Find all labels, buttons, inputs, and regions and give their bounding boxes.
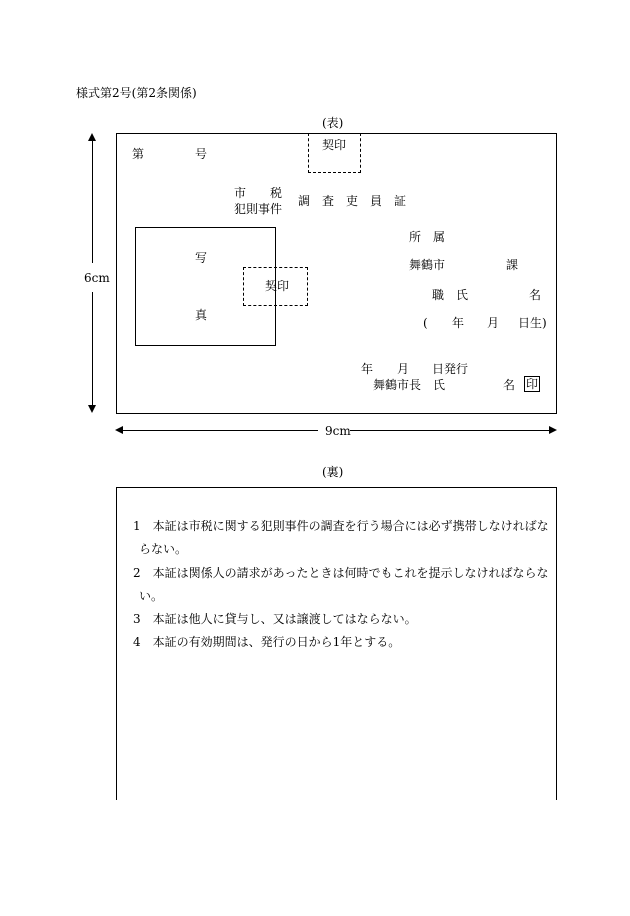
issue-day: 日発行 bbox=[432, 362, 469, 376]
width-dimension: 9cm bbox=[325, 424, 351, 438]
back-line-2-cont: い。 bbox=[139, 589, 164, 603]
mayor-name-suffix: 名 bbox=[503, 378, 516, 392]
tax-line2: 犯則事件 bbox=[234, 202, 283, 216]
width-line-right bbox=[350, 430, 549, 431]
form-title: 様式第2号(第2条関係) bbox=[76, 86, 197, 100]
back-card-top bbox=[116, 487, 557, 488]
tax-line1: 市 税 bbox=[234, 186, 283, 200]
back-card-left bbox=[116, 487, 117, 800]
back-caption: (裏) bbox=[322, 465, 344, 479]
number-label: 第 bbox=[132, 147, 145, 161]
seal-photo-label: 契印 bbox=[265, 279, 290, 293]
back-line-1: 1 本証は市税に関する犯則事件の調査を行う場合には必ず携帯しなければな bbox=[133, 519, 549, 533]
mayor-label: 舞鶴市長 氏 bbox=[373, 378, 446, 392]
issue-month: 月 bbox=[397, 362, 410, 376]
photo-char-2: 真 bbox=[195, 308, 208, 322]
width-line-left bbox=[123, 430, 318, 431]
front-caption: (表) bbox=[322, 116, 344, 130]
height-arrow-top bbox=[88, 133, 96, 141]
affiliation-label: 所 属 bbox=[409, 230, 446, 244]
card-title: 調 査 吏 員 証 bbox=[298, 194, 407, 208]
position-name-label: 職 氏 bbox=[432, 288, 469, 302]
birth-year: 年 bbox=[452, 316, 465, 330]
back-card-right bbox=[556, 487, 557, 800]
name-suffix: 名 bbox=[529, 288, 542, 302]
width-arrow-left bbox=[115, 426, 123, 434]
back-line-2: 2 本証は関係人の請求があったときは何時でもこれを提示しなければならな bbox=[133, 566, 549, 580]
birth-day: 日生) bbox=[518, 316, 547, 330]
back-line-3: 3 本証は他人に貸与し、又は譲渡してはならない。 bbox=[133, 612, 417, 626]
section-label: 課 bbox=[506, 258, 519, 272]
back-line-1-cont: らない。 bbox=[139, 542, 188, 556]
birth-open: ( bbox=[423, 316, 428, 330]
height-dimension: 6cm bbox=[84, 271, 110, 285]
city-label: 舞鶴市 bbox=[409, 258, 446, 272]
birth-month: 月 bbox=[487, 316, 500, 330]
seal-top-label: 契印 bbox=[322, 138, 347, 152]
issue-year: 年 bbox=[361, 362, 374, 376]
width-arrow-right bbox=[549, 426, 557, 434]
number-suffix: 号 bbox=[195, 147, 208, 161]
photo-char-1: 写 bbox=[195, 251, 208, 265]
height-line-upper bbox=[92, 141, 93, 263]
stamp-mark: 印 bbox=[526, 377, 539, 391]
height-line-lower bbox=[92, 292, 93, 406]
back-line-4: 4 本証の有効期間は、発行の日から1年とする。 bbox=[133, 635, 401, 649]
height-arrow-bottom bbox=[88, 405, 96, 413]
